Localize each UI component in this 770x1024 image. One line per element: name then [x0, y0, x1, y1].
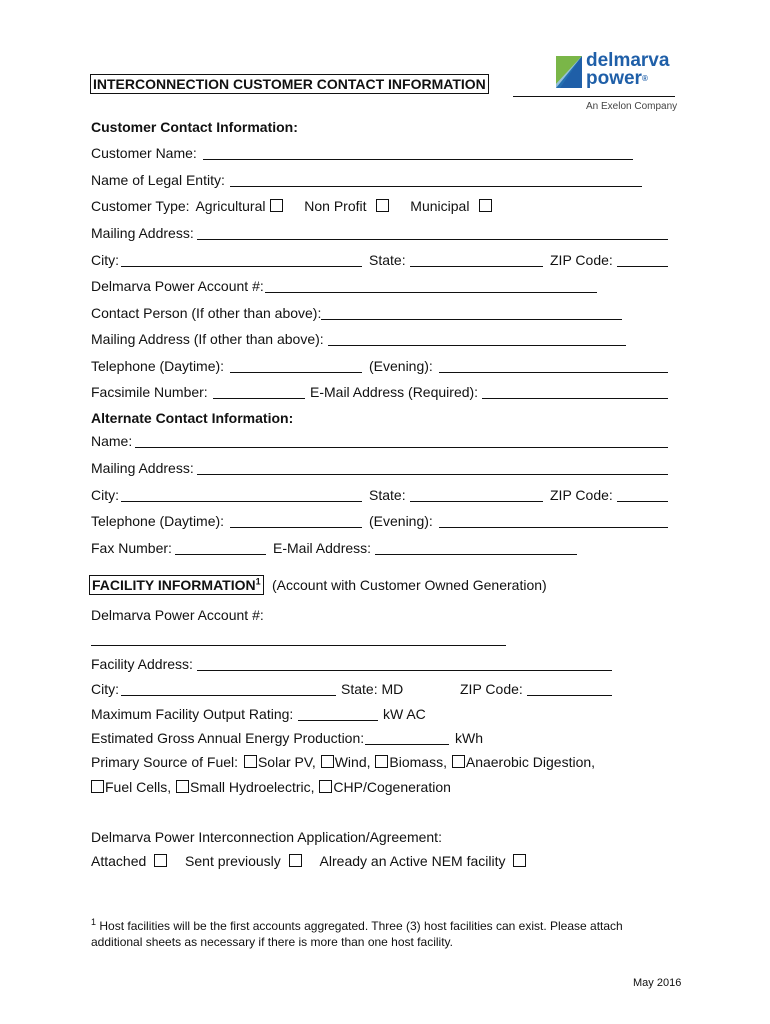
application-label: Delmarva Power Interconnection Application/Agreement:: [91, 829, 442, 845]
fuel-wind-checkbox[interactable]: [321, 755, 334, 768]
fuel-solar-label: Solar PV,: [257, 754, 316, 770]
delmarva-logo: [552, 48, 682, 118]
facility-address-label: Facility Address:: [91, 656, 193, 672]
tel-eve-label: (Evening):: [369, 358, 433, 374]
type-nonprofit-label: Non Profit: [304, 198, 367, 214]
app-attached-checkbox[interactable]: [154, 854, 167, 867]
facility-zip-field[interactable]: [527, 695, 612, 696]
state-field[interactable]: [410, 266, 543, 267]
footnote-line1: $^1$ Host facilities will be the first accounts aggregated. Three (3) host facilities can exist. Please attach: [91, 917, 623, 933]
facility-state-label: State: MD: [341, 681, 404, 697]
mailing-address-label: Mailing Address:: [91, 225, 194, 241]
type-agricultural-label: Agricultural: [195, 198, 266, 214]
facility-city-label: City:: [91, 681, 119, 697]
application-row: [91, 853, 527, 869]
type-agricultural-checkbox[interactable]: [270, 199, 283, 212]
alt-state-field[interactable]: [410, 501, 543, 502]
fuel-anaerobic-label: Anaerobic Digestion,: [465, 754, 596, 770]
footnote-marker: 1: [91, 917, 97, 927]
type-municipal-label: Municipal: [410, 198, 470, 214]
fuel-label: Primary Source of Fuel:: [91, 754, 239, 770]
mailing-address-field[interactable]: [197, 239, 668, 240]
app-sent-label: Sent previously: [185, 853, 281, 869]
max-output-label: Maximum Facility Output Rating:: [91, 706, 294, 722]
customer-type-label: Customer Type:: [91, 198, 190, 214]
fuel-hydro-label: Small Hydroelectric,: [190, 779, 315, 795]
logo-line1: delmarva: [586, 50, 670, 71]
footnote-line2: additional sheets as necessary if there is more than one host facility.: [91, 935, 453, 949]
alt-zip-field[interactable]: [617, 501, 668, 502]
facility-zip-label: ZIP Code:: [460, 681, 523, 697]
alt-fax-label: Fax Number:: [91, 540, 172, 556]
email-required-label: E-Mail Address (Required):: [310, 384, 479, 400]
facility-address-field[interactable]: [197, 670, 612, 671]
email-required-field[interactable]: [482, 398, 668, 399]
energy-field[interactable]: [365, 744, 449, 745]
tel-day-label: Telephone (Daytime):: [91, 358, 225, 374]
alt-tel-eve-field[interactable]: [439, 527, 668, 528]
fuel-wind-label: Wind,: [334, 754, 371, 770]
customer-heading: Customer Contact Information:: [91, 119, 298, 135]
account-field[interactable]: [265, 292, 597, 293]
alt-email-field[interactable]: [375, 554, 577, 555]
account-label: Delmarva Power Account #:: [91, 278, 264, 294]
logo-tagline: An Exelon Company: [586, 101, 678, 112]
facility-heading: FACILITY INFORMATION$^1$: [89, 575, 264, 595]
app-active-label: Already an Active NEM facility: [319, 853, 506, 869]
facility-account-label: Delmarva Power Account #:: [91, 607, 264, 623]
type-municipal-checkbox[interactable]: [479, 199, 492, 212]
alt-mailing-label: Mailing Address:: [91, 460, 194, 476]
fuel-biomass-checkbox[interactable]: [375, 755, 388, 768]
app-active-checkbox[interactable]: [513, 854, 526, 867]
zip-label: ZIP Code:: [550, 252, 613, 268]
customer-name-label: Customer Name:: [91, 145, 197, 161]
fuel-chp-checkbox[interactable]: [319, 780, 332, 793]
mailing-other-field[interactable]: [328, 345, 626, 346]
customer-name-field[interactable]: [203, 159, 633, 160]
fuel-row-2: [90, 779, 451, 795]
tel-eve-field[interactable]: [439, 372, 668, 373]
facility-city-field[interactable]: [121, 695, 336, 696]
max-output-field[interactable]: [298, 720, 378, 721]
state-label: State:: [369, 252, 406, 268]
tel-day-field[interactable]: [230, 372, 362, 373]
energy-label: Estimated Gross Annual Energy Production:: [91, 730, 365, 746]
type-nonprofit-checkbox[interactable]: [376, 199, 389, 212]
legal-entity-field[interactable]: [230, 186, 642, 187]
fax-field[interactable]: [213, 398, 305, 399]
energy-unit: kWh: [455, 730, 483, 746]
city-field[interactable]: [121, 266, 362, 267]
alt-city-label: City:: [91, 487, 119, 503]
alt-zip-label: ZIP Code:: [550, 487, 613, 503]
footer-date: May 2016: [633, 977, 682, 989]
facility-account-field[interactable]: [91, 645, 506, 646]
fuel-solar-checkbox[interactable]: [244, 755, 257, 768]
facility-note: (Account with Customer Owned Generation): [272, 577, 547, 593]
fuel-anaerobic-checkbox[interactable]: [452, 755, 465, 768]
alt-city-field[interactable]: [121, 501, 362, 502]
alternate-heading: Alternate Contact Information:: [91, 410, 294, 426]
zip-field[interactable]: [617, 266, 668, 267]
fuel-biomass-label: Biomass,: [389, 754, 447, 770]
fuel-hydro-checkbox[interactable]: [176, 780, 189, 793]
alt-name-field[interactable]: [135, 447, 668, 448]
alt-name-label: Name:: [91, 433, 133, 449]
max-output-unit: kW AC: [383, 706, 426, 722]
alt-fax-field[interactable]: [175, 554, 266, 555]
legal-entity-label: Name of Legal Entity:: [91, 172, 225, 188]
logo-line2: power®: [586, 68, 648, 89]
alt-tel-eve-label: (Evening):: [369, 513, 433, 529]
fax-label: Facsimile Number:: [91, 384, 208, 400]
alt-email-label: E-Mail Address:: [273, 540, 372, 556]
customer-type-row: [91, 198, 493, 214]
city-label: City:: [91, 252, 119, 268]
contact-person-field[interactable]: [321, 319, 622, 320]
mailing-other-label: Mailing Address (If other than above):: [91, 331, 324, 347]
alt-tel-day-field[interactable]: [230, 527, 362, 528]
alt-tel-day-label: Telephone (Daytime):: [91, 513, 225, 529]
fuel-fuelcells-checkbox[interactable]: [91, 780, 104, 793]
fuel-fuelcells-label: Fuel Cells,: [105, 779, 172, 795]
fuel-row-1: [91, 754, 595, 770]
alt-mailing-field[interactable]: [197, 474, 668, 475]
app-sent-checkbox[interactable]: [289, 854, 302, 867]
contact-person-label: Contact Person (If other than above):: [91, 305, 322, 321]
form-title: INTERCONNECTION CUSTOMER CONTACT INFORMATION: [90, 76, 489, 92]
fuel-chp-label: CHP/Cogeneration: [333, 779, 451, 795]
app-attached-label: Attached: [91, 853, 147, 869]
alt-state-label: State:: [369, 487, 406, 503]
